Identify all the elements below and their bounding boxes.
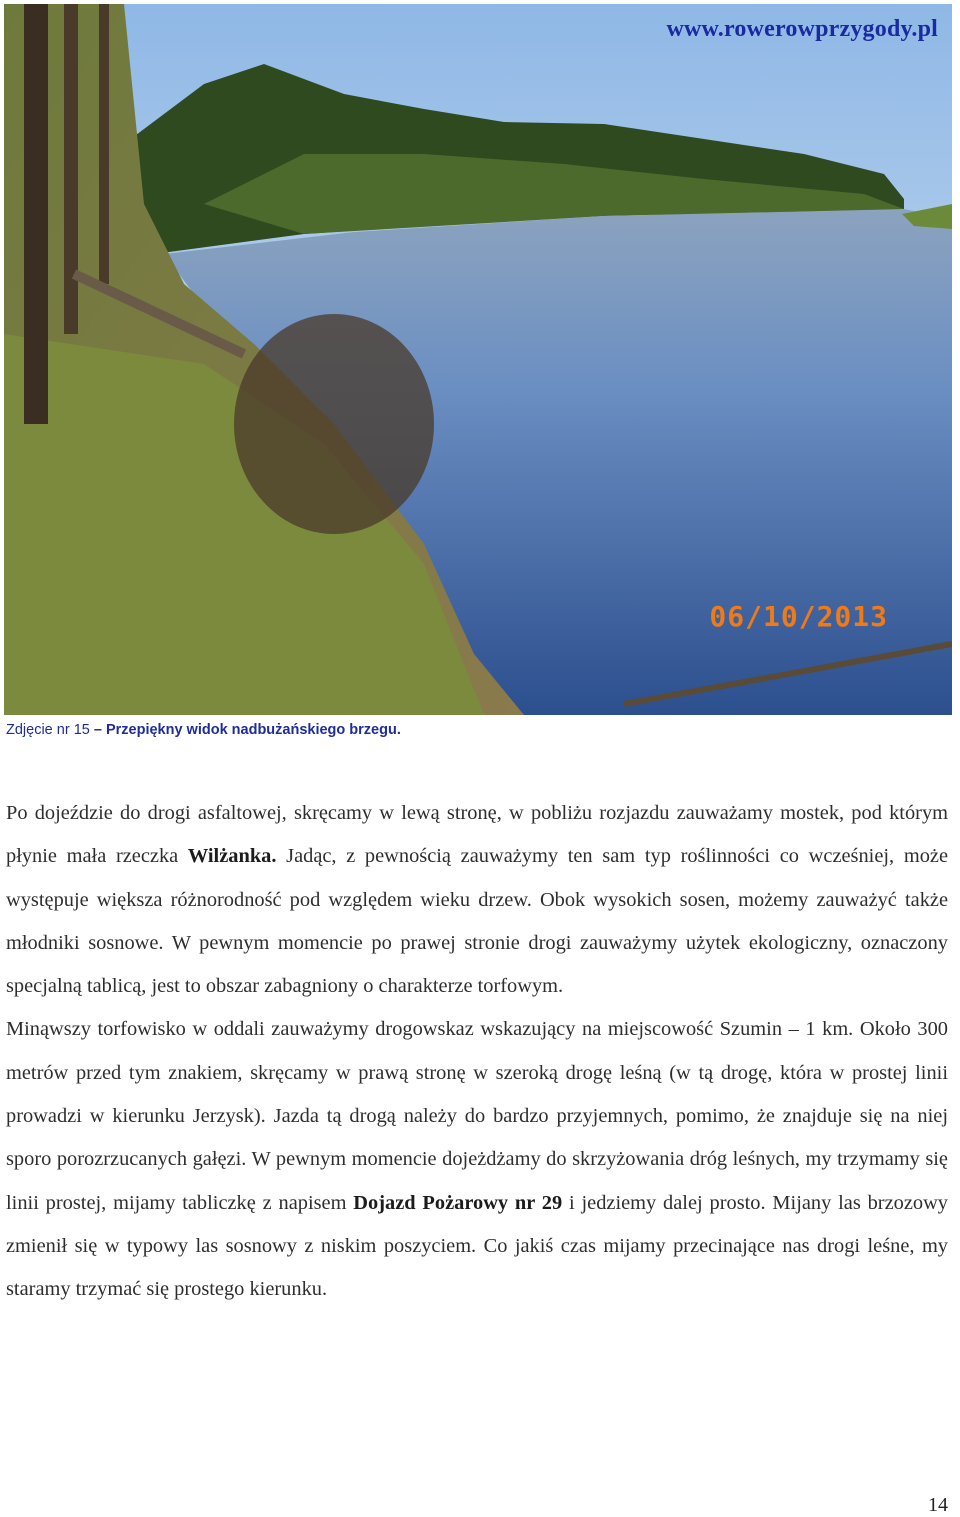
caption-text: Przepiękny widok nadbużańskiego brzegu. [105,722,401,738]
paragraph-1 [6,792,948,1008]
page-number: 14 [928,1494,948,1516]
body-text [6,792,948,1312]
caption-label: Zdjęcie nr 15 [6,722,90,738]
website-watermark: www.rowerowprzygody.pl [666,16,938,42]
caption-separator: – [89,722,106,738]
river-bank-photo [4,4,952,715]
sign-name: Dojazd Pożarowy nr 29 [353,1191,563,1214]
river-name: Wilżanka. [187,845,277,868]
paragraph-1-rest: Jadąc, z pewnością zauważymy ten sam typ roślinności co wcześniej, może występuje większa różnorodność pod względem wieku drzew. Obok wysokich sosen, możemy zauważyć także młodniki sosnowe. W pewnym momencie po prawej stronie drogi zauważymy użytek ekologiczny, oznaczony specjalną tablicą, jest to obszar zabagniony o charakterze torfowym. [6,845,948,998]
paragraph-2 [6,1008,948,1311]
photo-caption [6,722,946,738]
paragraph-1-start: Po dojeździe do drogi asfaltowej, skręcamy w lewą stronę, w pobliżu rozjazdu zauważamy mostek, pod którym płynie mała rzeczka [6,802,948,868]
paragraph-2-rest: i jedziemy dalej prosto. Mijany las brzozowy zmienił się w typowy las sosnowy z niskim poszyciem. Co jakiś czas mijamy przecinające nas drogi leśne, my staramy trzymać się prostego kierunku. [6,1191,949,1301]
photo-date-stamp: 06/10/2013 [709,600,888,633]
paragraph-2-start: Minąwszy torfowisko w oddali zauważymy drogowskaz wskazujący na miejscowość Szumin – 1 km. Około 300 metrów przed tym znakiem, skręcamy w prawą stronę w szeroką drogę leśną (w tą drogę, która w prostej linii prowadzi w kierunku Jerzysk). Jazda tą drogą należy do bardzo przyjemnych, pomimo, że znajduje się na niej sporo porozrzucanych gałęzi. W pewnym momencie dojeżdżamy do skrzyżowania dróg leśnych, my trzymamy się linii prostej, mijamy tabliczkę z napisem [6,1018,948,1214]
